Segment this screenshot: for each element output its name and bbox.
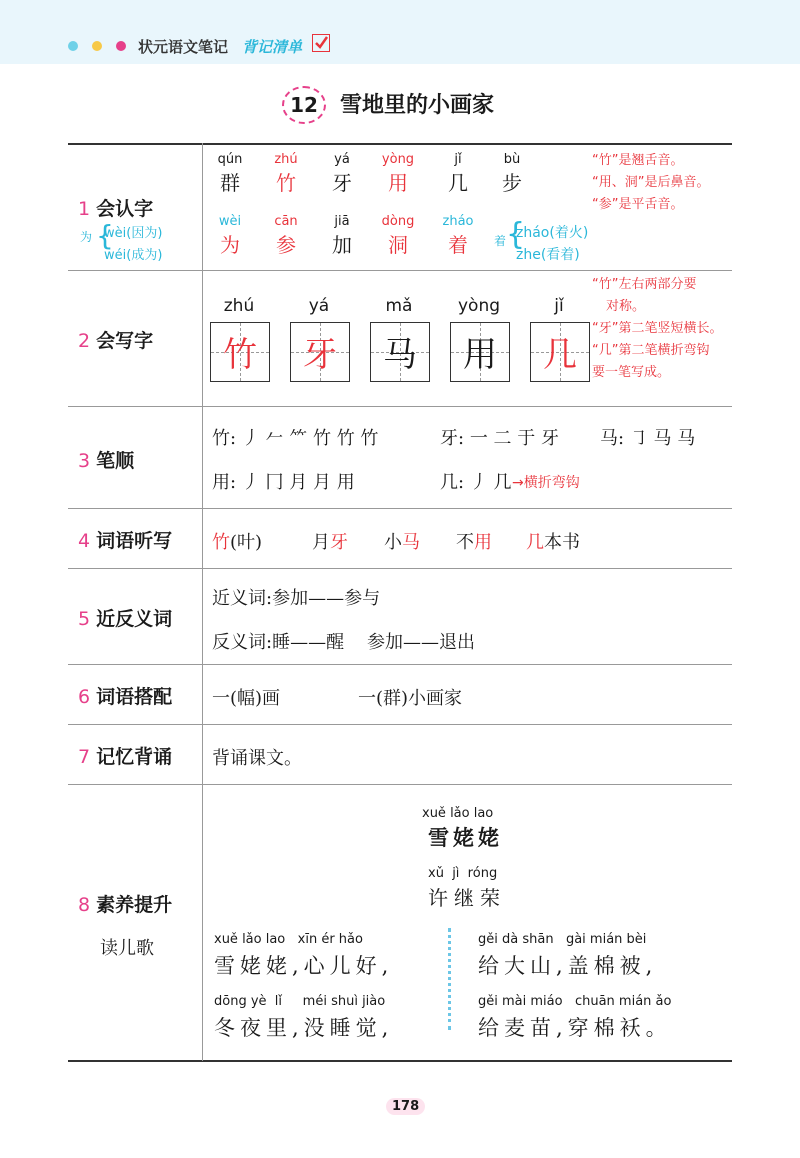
wei-reading-2: wéi(成为) (104, 248, 163, 263)
writing-grid: 牙 (290, 322, 350, 382)
lesson-number: 12 (282, 86, 326, 124)
row-label-7: 7 记忆背诵 (78, 746, 173, 768)
row-label-5: 5 近反义词 (78, 608, 173, 630)
antonym-line: 反义词:睡——醒 参加——退出 (212, 632, 475, 653)
header-dot-icon (116, 41, 126, 51)
stroke-ma: 马: ㇆ 马 马 (600, 428, 696, 449)
zhe-reading-1: zháo(着火) (516, 225, 589, 241)
poem-line-pinyin: xuě lǎo lao xīn ér hǎo (214, 932, 363, 947)
poem-line-pinyin: gěi mài miáo chuān mián ǎo (478, 994, 672, 1009)
poem-line: 雪姥姥,心儿好, (214, 954, 394, 978)
poem-title-pinyin: xuě lǎo lao (422, 806, 494, 821)
row-sublabel: 读儿歌 (100, 938, 154, 959)
recognize-notes: “竹”是翘舌音。 “用、洞”是后鼻音。 “参”是平舌音。 (592, 153, 710, 212)
column-divider (202, 143, 203, 1061)
poem-title: 雪姥姥 (428, 826, 503, 850)
writing-grid: 马 (370, 322, 430, 382)
table-bottom-border (68, 1060, 732, 1062)
poem-divider (448, 928, 451, 1030)
row-label-3: 3 笔顺 (78, 450, 135, 472)
row-label-2: 2 会写字 (78, 330, 154, 352)
poem-author: 许继荣 (428, 886, 506, 910)
stroke-yong: 用: 丿 冂 月 月 用 (212, 472, 355, 493)
row-divider (68, 784, 732, 785)
dictation-item: 不用 (456, 532, 492, 553)
header-dot-icon (92, 41, 102, 51)
collocation-b: 一(群)小画家 (358, 688, 463, 709)
poem-line: 给麦苗,穿棉袄。 (478, 1016, 672, 1040)
wei-char: 为 (80, 230, 93, 244)
poem-line: 冬夜里,没睡觉, (214, 1016, 394, 1040)
header-bar (0, 0, 800, 64)
synonym-line: 近义词:参加——参与 (212, 588, 381, 609)
row-label-1: 1 会认字 (78, 198, 154, 220)
recite-text: 背诵课文。 (212, 748, 302, 769)
poem-line-pinyin: dōng yè lǐ méi shuì jiào (214, 994, 386, 1009)
checkmark-icon (312, 34, 330, 52)
zhe-reading-2: zhe(看着) (516, 247, 580, 263)
dictation-item: 几本书 (526, 532, 580, 553)
row-label-6: 6 词语搭配 (78, 686, 173, 708)
collocation-a: 一(幅)画 (212, 688, 281, 709)
dictation-item: 小马 (384, 532, 420, 553)
brace-icon: { (96, 219, 114, 252)
stroke-ya: 牙: 一 二 于 牙 (440, 428, 559, 449)
page-number: 178 (386, 1098, 425, 1115)
row-divider (68, 724, 732, 725)
writing-grid: 用 (450, 322, 510, 382)
zhe-char: 着 (494, 234, 507, 248)
dictation-item: 竹(叶) (212, 532, 263, 553)
write-notes: “竹”左右两部分要 对称。 “牙”第二笔竖短横长。 “几”第二笔横折弯钩 要一笔写成。 (592, 277, 723, 380)
brace-icon: { (506, 217, 526, 252)
row-divider (68, 406, 732, 407)
brand-title: 状元语文笔记 (138, 38, 229, 56)
row-divider (68, 664, 732, 665)
lesson-title: 雪地里的小画家 (340, 93, 495, 118)
poem-line: 给大山,盖棉被, (478, 954, 658, 978)
writing-grid: 竹 (210, 322, 270, 382)
row-divider (68, 270, 732, 271)
dictation-item: 月牙 (312, 532, 348, 553)
row-divider (68, 508, 732, 509)
brand-subtitle: 背记清单 (242, 38, 303, 56)
row-label-4: 4 词语听写 (78, 530, 173, 552)
stroke-ji: 几: 丿 几 (440, 472, 512, 493)
row-label-8: 8 素养提升 (78, 894, 173, 916)
writing-grid: 几 (530, 322, 590, 382)
poem-author-pinyin: xǔ jì róng (428, 866, 498, 881)
poem-line-pinyin: gěi dà shān gài mián bèi (478, 932, 647, 947)
stroke-ji-note: →横折弯钩 (512, 475, 580, 491)
stroke-zhu: 竹: 丿 𠂉 ⺮ 竹 竹 竹 (212, 428, 379, 449)
row-divider (68, 568, 732, 569)
wei-reading-1: wèi(因为) (104, 226, 163, 241)
header-dot-icon (68, 41, 78, 51)
table-top-border (68, 143, 732, 145)
